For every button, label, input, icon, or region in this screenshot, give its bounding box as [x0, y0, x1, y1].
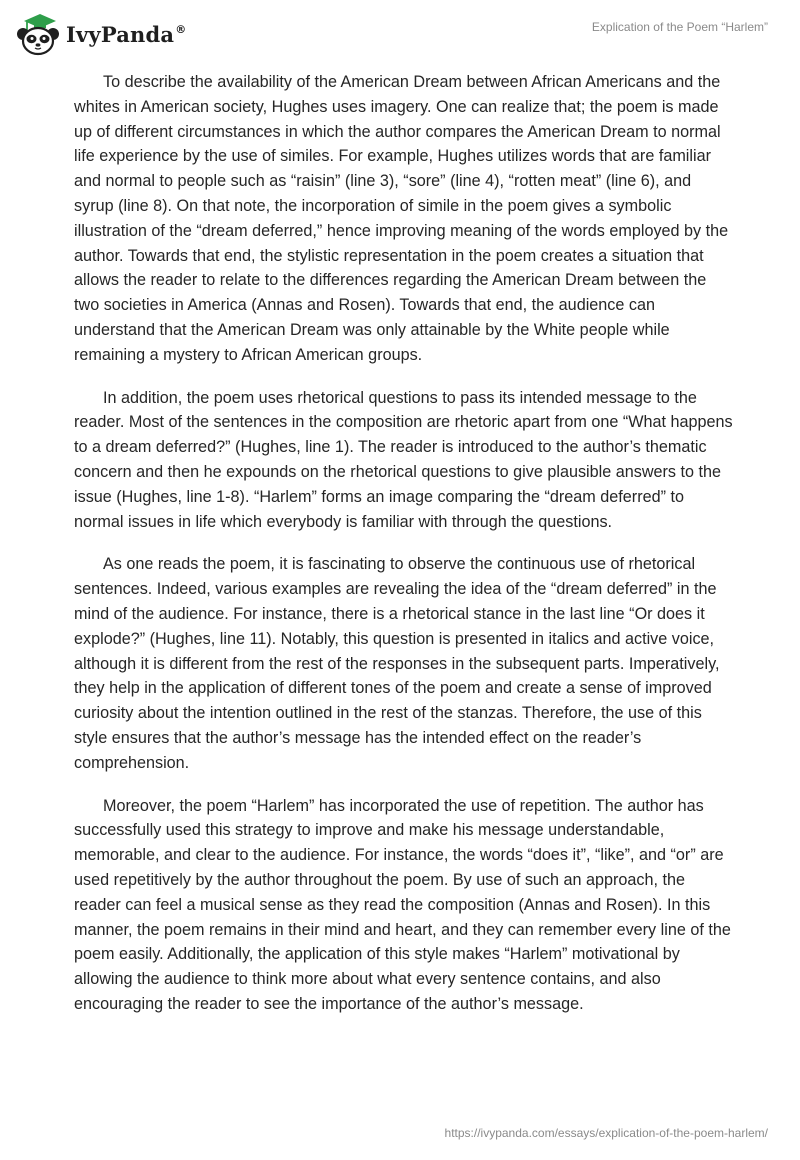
paragraph-3: As one reads the poem, it is fascinating to observe the continuous use of rhetorical sentences. Indeed, various examples are revealing the idea of the “dream deferred” in the mind of the audience. For instance, there is a rhetorical stance in the last line “Or does it explode?” (Hughes, line 11). Notably, this question is presented in italics and active voice, although it is different from the rest of the responses in the subsequent parts. Imperatively, they help in the application of different tones of the poem and create a sense of improved curiosity about the intention outlined in the rest of the stanzas. Therefore, the use of this style ensures that the author’s message has the intended effect on the reader’s comprehension.	[74, 555, 720, 772]
paragraph-1: To describe the availability of the American Dream between African Americans and the whites in American society, Hughes uses imagery. One can realize that; the poem is made up of different circumstances in which the author compares the American Dream to normal life experience by the use of similes. For example, Hughes utilizes words that are familiar and normal to people such as “raisin” (line 3), “sore” (line 4), “rotten meat” (line 6), and syrup (line 8). On that note, the incorporation of simile in the poem gives a symbolic illustration of the “dream deferred,” hence improving meaning of the words employed by the author. Towards that end, the stylistic representation in the poem creates a situation that allows the reader to relate to the differences regarding the American Dream between the two societies in America (Annas and Rosen). Towards that end, the audience can understand that the American Dream was only attainable by the White people while remaining a mystery to African American groups.	[74, 73, 729, 364]
document-title: Explication of the Poem “Harlem”	[591, 20, 768, 34]
page-header	[0, 0, 800, 66]
essay-body	[74, 70, 734, 1035]
source-url[interactable]: https://ivypanda.com/essays/explication-of-the-poem-harlem/	[444, 1126, 768, 1140]
brand-name	[66, 22, 186, 47]
paragraph-2: In addition, the poem uses rhetorical questions to pass its intended message to the reader. Most of the sentences in the composition are rhetoric apart from one “What happens to a dream deferred?” (Hughes, line 1). The reader is introduced to the author’s thematic concern and then he expounds on the rhetorical questions to give plausible answers to the issue (Hughes, line 1-8). “Harlem” forms an image comparing the “dream deferred” to normal issues in life which everybody is familiar with through the questions.	[74, 388, 733, 531]
paragraph-4: Moreover, the poem “Harlem” has incorporated the use of repetition. The author has successfully used this strategy to improve and make his message understandable, memorable, and clear to the audience. For instance, the words “does it”, “like”, and “or” are used repetitively by the author throughout the poem. By use of such an approach, the reader can feel a musical sense as they read the composition (Annas and Rosen). In this manner, the poem remains in their mind and heart, and they can remember every line of the poem easily. Additionally, the application of this style makes “Harlem” motivational by allowing the audience to think more about what every sentence contains, and also encouraging the reader to see the importance of the author’s message.	[74, 796, 731, 1013]
panda-graduation-cap-icon	[14, 10, 60, 56]
brand-name-text: IvyPanda	[66, 21, 175, 47]
brand-logo[interactable]	[14, 10, 186, 56]
registered-mark: ®	[175, 22, 187, 36]
